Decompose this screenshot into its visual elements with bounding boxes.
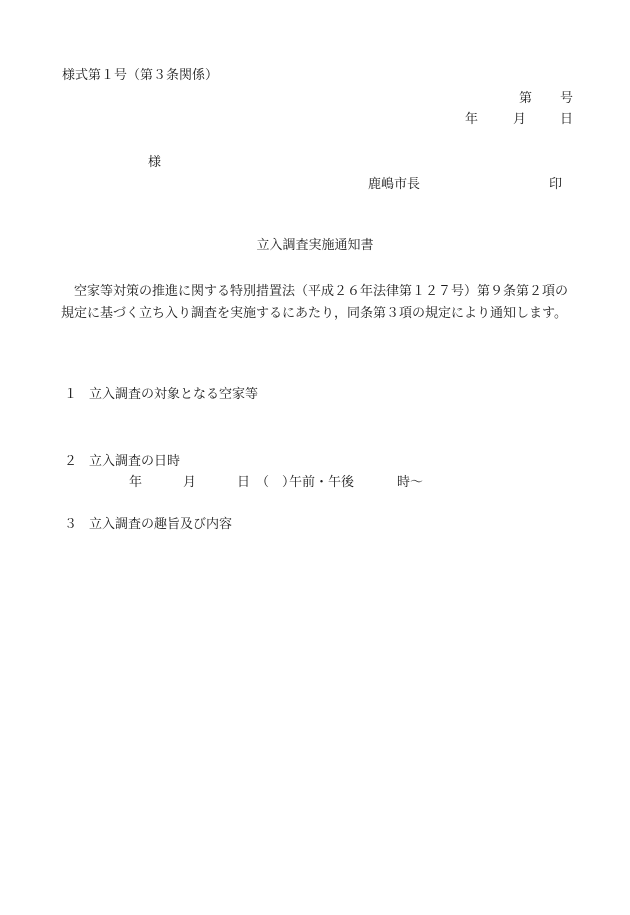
body-paragraph: 空家等対策の推進に関する特別措置法（平成２６年法律第１２７号）第９条第２項の規定に基づく立ち入り調査を実施するにあたり，同条第３項の規定により通知します。 <box>61 284 569 321</box>
seal-mark: 印 <box>549 177 563 192</box>
addressee-honorific: 様 <box>148 155 162 170</box>
document-title: 立入調査実施通知書 <box>256 238 374 253</box>
item-3-label: 立入調査の趣旨及び内容 <box>89 517 233 532</box>
date-day: 日 <box>560 112 574 127</box>
item-1-number: １ <box>64 387 78 402</box>
doc-number-prefix: 第 <box>519 91 533 106</box>
schedule-day: 日 <box>237 475 251 490</box>
doc-number-suffix: 号 <box>560 91 574 106</box>
schedule-weekday: （ ） <box>256 475 296 490</box>
item-3-number: ３ <box>64 517 78 532</box>
schedule-year: 年 <box>129 475 143 490</box>
schedule-ampm: 午前・午後 <box>289 475 355 490</box>
sender-name: 鹿嶋市長 <box>368 177 421 192</box>
schedule-month: 月 <box>183 475 197 490</box>
form-number: 様式第１号（第３条関係） <box>62 68 219 83</box>
item-2-label: 立入調査の日時 <box>89 454 181 469</box>
item-1-label: 立入調査の対象となる空家等 <box>89 387 259 402</box>
item-2-number: ２ <box>64 454 78 469</box>
date-month: 月 <box>513 112 527 127</box>
schedule-time: 時～ <box>397 475 424 490</box>
date-year: 年 <box>465 112 479 127</box>
